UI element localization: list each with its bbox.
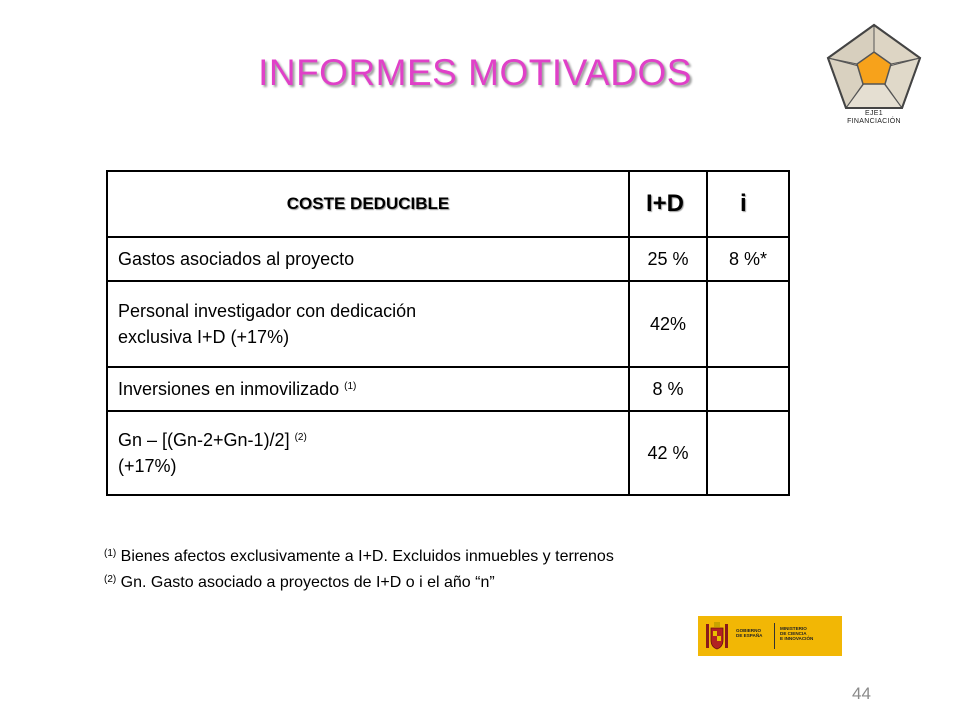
row-id-value: 8 % [629, 367, 707, 411]
page-number: 44 [852, 684, 871, 703]
row-id-value: 42 % [629, 411, 707, 495]
table-row [107, 281, 789, 367]
row-i-value [707, 367, 789, 411]
row-i-value: 8 %* [707, 237, 789, 281]
row-concept [107, 367, 629, 411]
ministry-line: MINISTERIO [780, 626, 807, 631]
header-id: I+D [629, 171, 707, 237]
row-id-value: 42% [629, 281, 707, 367]
row-id-value: 25 % [629, 237, 707, 281]
concept-text: Gastos asociados al proyecto [118, 248, 355, 269]
footnote [104, 568, 614, 594]
footnote-ref: (1) [344, 380, 357, 392]
pentagon-icon [824, 22, 924, 112]
row-concept [107, 281, 629, 367]
table-row [107, 411, 789, 495]
row-concept [107, 237, 629, 281]
row-i-value [707, 411, 789, 495]
concept-text: Gn – [(Gn-2+Gn-1)/2] [118, 429, 295, 450]
footnote [104, 542, 614, 568]
gov-line: DE ESPAÑA [736, 633, 763, 638]
eje-label: EJE1 [865, 110, 883, 117]
row-i-value [707, 281, 789, 367]
coste-deducible-table [106, 170, 790, 496]
coat-of-arms-icon [704, 620, 730, 652]
footnote-marker: (2) [104, 574, 117, 585]
eje-sublabel: FINANCIACIÓN [847, 118, 901, 125]
footnote-text: Gn. Gasto asociado a proyectos de I+D o i el año “n” [116, 574, 495, 591]
concept-text-line2: (+17%) [118, 456, 177, 476]
footnote-text: Bienes afectos exclusivamente a I+D. Excluidos inmuebles y terrenos [116, 548, 614, 565]
gov-line: GOBIERNO [736, 628, 762, 633]
header-coste-deducible: COSTE DEDUCIBLE [107, 171, 629, 237]
row-concept [107, 411, 629, 495]
footnote-marker: (1) [104, 548, 117, 559]
footnote-ref: (2) [294, 431, 307, 443]
logo-divider [774, 623, 775, 649]
header-i: i [707, 171, 789, 237]
footnotes [104, 542, 614, 594]
concept-text: Personal investigador con dedicación [118, 300, 417, 321]
ministerio-text [780, 626, 813, 641]
gobierno-text [736, 628, 762, 638]
concept-text-line2: exclusiva I+D (+17%) [118, 327, 290, 347]
page-title: INFORMES MOTIVADOS [258, 52, 692, 93]
table-row [107, 237, 789, 281]
ministry-line: DE CIENCIA [780, 631, 807, 636]
concept-text: Inversiones en inmovilizado [118, 378, 345, 399]
eje-pentagon-logo [824, 22, 924, 134]
table-header-row [107, 171, 789, 237]
ministry-line: E INNOVACIÓN [780, 636, 814, 641]
table-row [107, 367, 789, 411]
gobierno-ministerio-logo [698, 616, 842, 656]
